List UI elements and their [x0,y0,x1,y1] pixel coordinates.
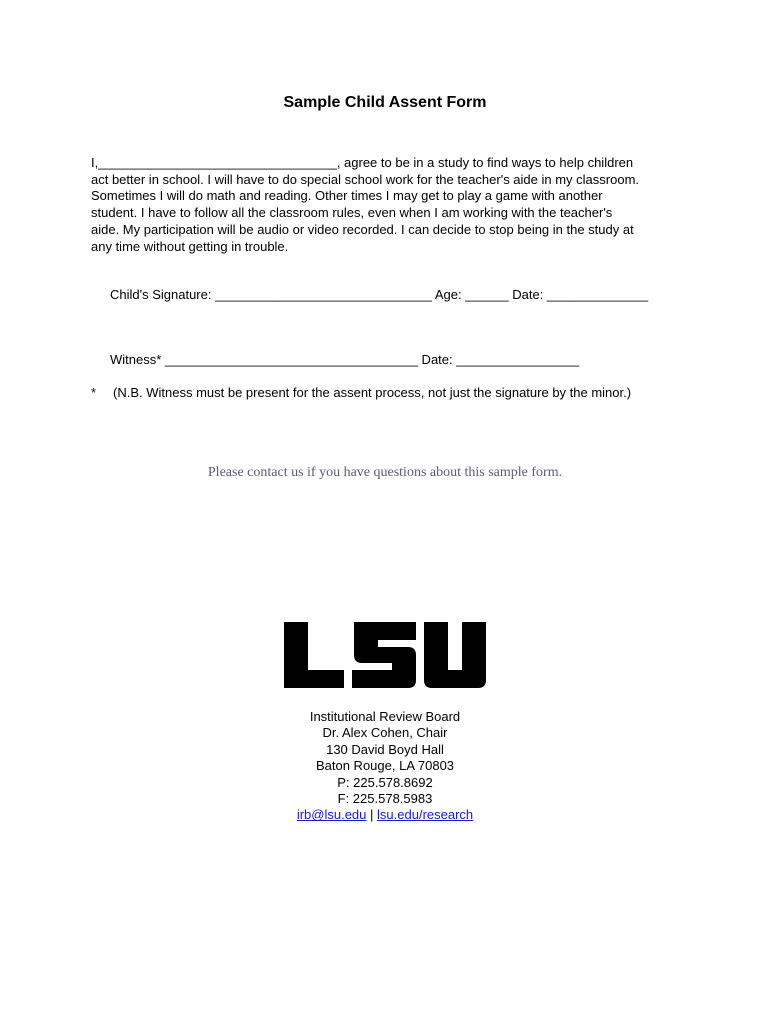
paragraph-line: any time without getting in trouble. [91,238,289,254]
witness-signature-line: Witness* ___________________________________ Date: _________________ [110,352,580,367]
phone-line: P: 225.578.8692 [337,774,433,790]
paragraph-line: act better in school. I will have to do special school work for the teacher's aide in my classroom. [91,171,640,187]
address-line: 130 David Boyd Hall [326,741,444,757]
address-line: Institutional Review Board [309,709,461,724]
link-separator: | [370,807,374,823]
irb-address [0,709,770,824]
witness-note [91,385,631,400]
address-line: Baton Rouge, LA 70803 [315,758,455,774]
paragraph-line: Sometimes I will do math and reading. Other times I may get to play a game with another [91,188,603,204]
lsu-logo [282,620,488,690]
note-text: (N.B. Witness must be present for the assent process, not just the signature by the minor.) [113,385,632,400]
note-asterisk: * [91,385,97,400]
research-website-link[interactable]: lsu.edu/research [377,807,474,823]
paragraph-line: aide. My participation will be audio or video recorded. I can decide to stop being in the study at [91,221,634,237]
assent-paragraph [91,155,691,255]
child-signature-line: Child's Signature: ______________________________ Age: ______ Date: ______________ [110,287,649,302]
email-link[interactable]: irb@lsu.edu [296,807,367,823]
fax-line: F: 225.578.5983 [337,791,433,807]
links-line [0,807,770,823]
address-line: Dr. Alex Cohen, Chair [322,725,448,741]
contact-message: Please contact us if you have questions about this sample form. [207,465,563,480]
paragraph-line: student. I have to follow all the classroom rules, even when I am working with the teacher's [91,205,613,221]
paragraph-line: I,_________________________________, agree to be in a study to find ways to help children [91,155,634,170]
form-title: Sample Child Assent Form [283,94,487,111]
